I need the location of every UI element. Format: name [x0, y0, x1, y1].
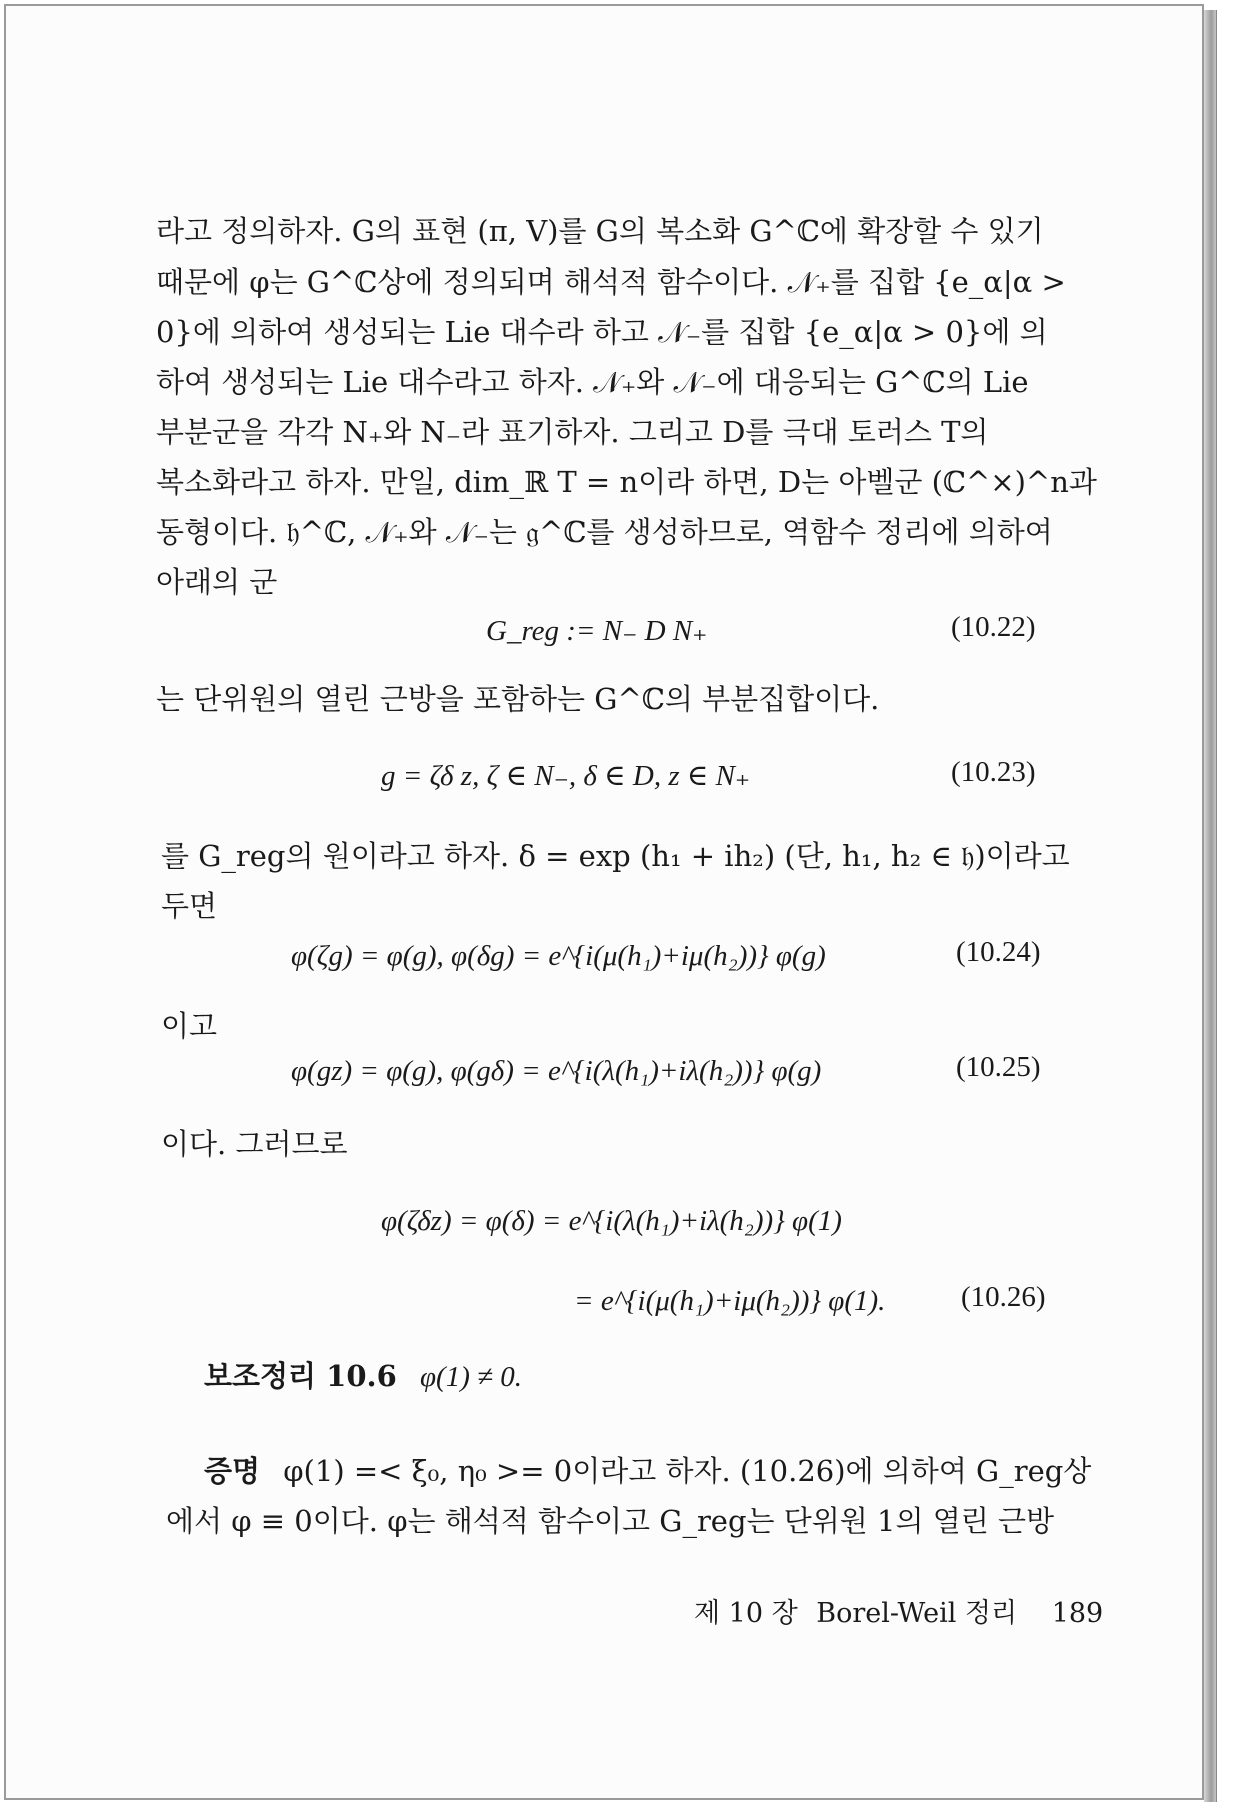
- proof-label: 증명: [204, 1454, 261, 1488]
- proof-line-2: [166, 1501, 1054, 1541]
- line-11-text: 두면: [161, 889, 218, 923]
- text-line-6: [156, 462, 1097, 502]
- line-3-text: 0}에 의하여 생성되는 Lie 대수라 하고 𝒩₋를 집합 {e_α|α > 0}에 의: [156, 315, 1048, 349]
- equation-10-26-line-1: φ(ζδz) = φ(δ) = e^{i(λ(h₁)+iλ(h₂))} φ(1): [381, 1205, 842, 1237]
- page-number: 189: [1051, 1598, 1104, 1629]
- line-8-text: 아래의 군: [156, 565, 278, 599]
- proof-line-2-text: 에서 φ ≡ 0이다. φ는 해석적 함수이고 G_reg는 단위원 1의 열린 근방: [166, 1504, 1054, 1538]
- equation-10-24: φ(ζg) = φ(g), φ(δg) = e^{i(μ(h₁)+iμ(h₂))} φ(g): [291, 940, 826, 972]
- footer-title: Borel-Weil 정리: [816, 1598, 1018, 1629]
- line-7-text: 동형이다. 𝔥^ℂ, 𝒩₊와 𝒩₋는 𝔤^ℂ를 생성하므로, 역함수 정리에 의하여: [156, 515, 1053, 549]
- equation-10-25: φ(gz) = φ(g), φ(gδ) = e^{i(λ(h₁)+iλ(h₂))} φ(g): [291, 1055, 822, 1087]
- line-2-text: 때문에 φ는 G^ℂ상에 정의되며 해석적 함수이다. 𝒩₊를 집합 {e_α|α >: [156, 265, 1066, 299]
- equation-number-10-23: (10.23): [951, 756, 1036, 788]
- line-4-text: 하여 생성되는 Lie 대수라고 하자. 𝒩₊와 𝒩₋에 대응되는 G^ℂ의 Lie: [156, 365, 1029, 399]
- text-line-8: [156, 562, 277, 602]
- lemma-statement: φ(1) ≠ 0.: [420, 1361, 523, 1393]
- lemma-label: 보조정리 10.6: [204, 1359, 397, 1393]
- equation-number-10-26: (10.26): [961, 1281, 1046, 1313]
- text-line-10: [161, 836, 1070, 876]
- proof-line-1: [204, 1451, 1091, 1491]
- equation-number-10-25: (10.25): [956, 1051, 1041, 1083]
- line-12-text: 이고: [161, 1009, 218, 1043]
- equation-number-10-22: (10.22): [951, 611, 1036, 643]
- line-10-text: 를 G_reg의 원이라고 하자. δ = exp (h₁ + ih₂) (단, h₁, h₂ ∈ 𝔥)이라고: [161, 839, 1070, 873]
- text-line-12: [161, 1006, 217, 1046]
- text-line-11: [161, 886, 217, 926]
- lemma-10-6: [204, 1356, 522, 1397]
- text-line-7: [156, 512, 1053, 552]
- equation-number-10-24: (10.24): [956, 936, 1041, 968]
- equation-10-23: g = ζδ z, ζ ∈ N₋, δ ∈ D, z ∈ N₊: [381, 760, 751, 792]
- page-edge-shadow: [1204, 10, 1217, 1802]
- line-1-text: 라고 정의하자. G의 표현 (π, V)를 G의 복소화 G^ℂ에 확장할 수 있기: [156, 214, 1044, 248]
- line-13-text: 이다. 그러므로: [161, 1127, 348, 1161]
- text-line-13: [161, 1124, 348, 1164]
- equation-10-22: G_reg := N₋ D N₊: [486, 615, 708, 647]
- footer-chapter: 제 10 장: [694, 1598, 798, 1629]
- text-line-2: [156, 262, 1066, 302]
- running-footer: [694, 1591, 1103, 1630]
- text-line-3: [156, 312, 1048, 352]
- text-line-9: [156, 679, 879, 719]
- line-9-text: 는 단위원의 열린 근방을 포함하는 G^ℂ의 부분집합이다.: [156, 682, 880, 716]
- text-line-1: [156, 211, 1044, 251]
- equation-10-26-line-2: = e^{i(μ(h₁)+iμ(h₂))} φ(1).: [574, 1285, 886, 1317]
- proof-line-1-text: φ(1) =< ξ₀, η₀ >= 0이라고 하자. (10.26)에 의하여 G_reg상: [283, 1454, 1092, 1488]
- line-6-text: 복소화라고 하자. 만일, dim_ℝ T = n이라 하면, D는 아벨군 (ℂ^×)^n과: [156, 465, 1097, 499]
- text-line-5: [156, 412, 988, 452]
- line-5-text: 부분군을 각각 N₊와 N₋라 표기하자. 그리고 D를 극대 토러스 T의: [156, 415, 989, 449]
- book-page: [4, 4, 1204, 1800]
- text-line-4: [156, 362, 1029, 402]
